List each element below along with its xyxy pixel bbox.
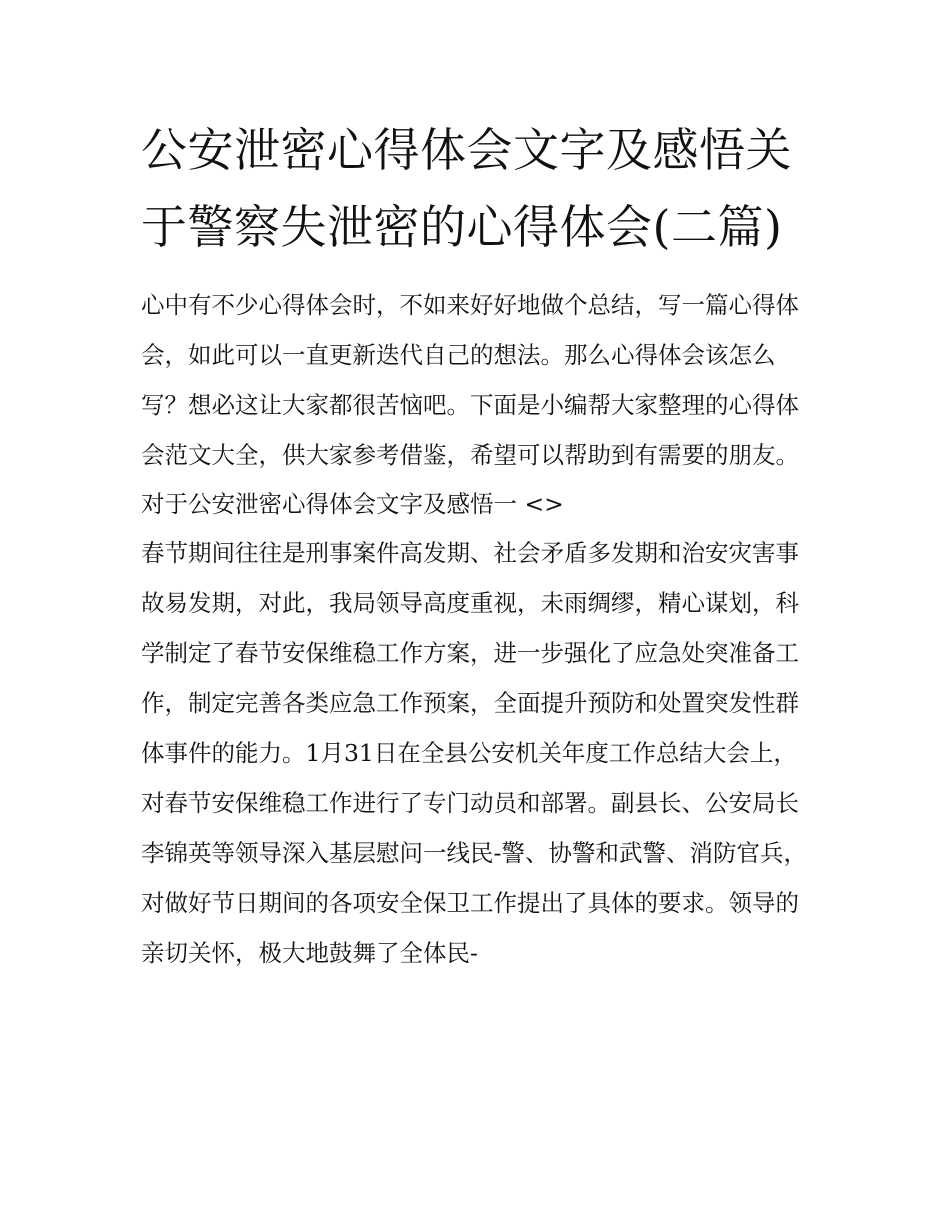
body-paragraph: 春节期间往往是刑事案件高发期、社会矛盾多发期和治安灾害事故易发期，对此，我局领导高度重视，未雨绸缪，精心谋划，科学制定了春节安保维稳工作方案，进一步强化了应急处突准备工作，制定完善各类应急工作预案，全面提升预防和处置突发性群体事件的能力。1月31日在全县公安机关年度工作总结大会上，对春节安保维稳工作进行了专门动员和部署。副县长、公安局长李锦英等领导深入基层慰问一线民-警、协警和武警、消防官兵，对做好节日期间的各项安全保卫工作提出了具体的要求。领导的亲切关怀，极大地鼓舞了全体民- [141, 539, 807, 967]
intro-paragraph: 心中有不少心得体会时，不如来好好地做个总结，写一篇心得体会，如此可以一直更新迭代自己的想法。那么心得体会该怎么写？想必这让大家都很苦恼吧。下面是小编帮大家整理的心得体会范文大全，供大家参考借鉴，希望可以帮助到有需要的朋友。 [141, 291, 799, 469]
document-page [141, 112, 813, 978]
document-title: 公安泄密心得体会文字及感悟关于警察失泄密的心得体会(二篇) [141, 123, 792, 254]
section-heading: 对于公安泄密心得体会文字及感悟一 <> [141, 490, 564, 518]
document-body [141, 280, 813, 978]
